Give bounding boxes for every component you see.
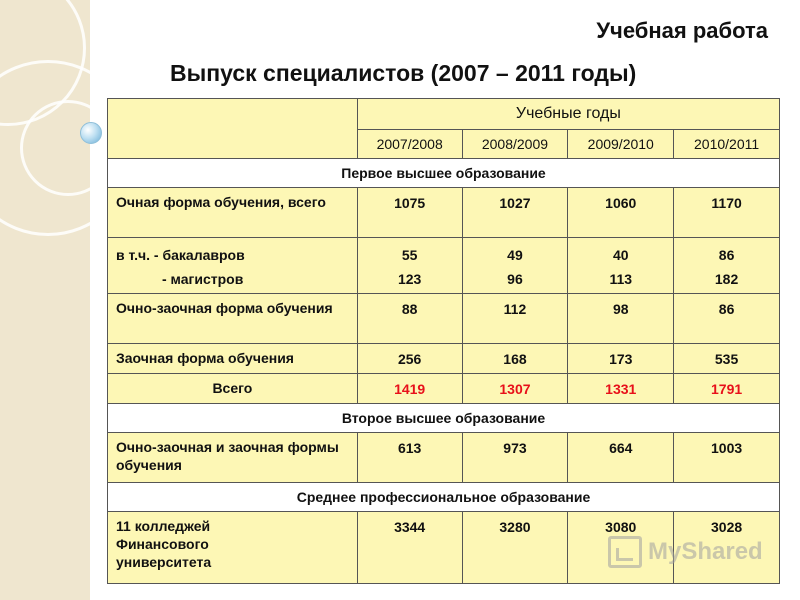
total-label: Всего [108, 374, 358, 404]
cell-value-group [357, 238, 462, 294]
cell-value: 1027 [462, 188, 568, 238]
year-header: 2008/2009 [462, 130, 568, 159]
cell-value-group [674, 238, 780, 294]
cell-value: 113 [609, 271, 633, 287]
cell-value: 173 [568, 344, 674, 374]
cell-value: 3028 [674, 512, 780, 584]
year-header: 2007/2008 [357, 130, 462, 159]
section-header: Среднее профессиональное образование [108, 483, 780, 512]
cell-value: 1003 [674, 433, 780, 483]
cell-value: 88 [357, 294, 462, 344]
chart-icon [608, 536, 642, 568]
row-label: в т.ч. - бакалавров [116, 247, 245, 263]
years-header: Учебные годы [357, 99, 779, 130]
row-label: Очно-заочная и заочная формы обучения [108, 433, 358, 483]
year-header: 2009/2010 [568, 130, 674, 159]
cell-value: 1170 [674, 188, 780, 238]
row-label: Заочная форма обучения [108, 344, 358, 374]
year-header: 2010/2011 [674, 130, 780, 159]
row-label: Очно-заочная форма обучения [108, 294, 358, 344]
cell-value: 3280 [462, 512, 568, 584]
slide-title: Выпуск специалистов (2007 – 2011 годы) [170, 60, 637, 86]
cell-value: 973 [462, 433, 568, 483]
watermark-text: MyShared [648, 538, 763, 565]
cell-value: 3080 [568, 512, 674, 584]
cell-value-group [462, 238, 568, 294]
cell-value: 3344 [357, 512, 462, 584]
cell-value: 112 [462, 294, 568, 344]
section-header: Второе высшее образование [108, 404, 780, 433]
cell-value: 256 [357, 344, 462, 374]
cell-value: 613 [357, 433, 462, 483]
decorative-side-strip [0, 0, 90, 600]
table-row [108, 294, 780, 344]
row-label: Очная форма обучения, всего [108, 188, 358, 238]
table-row [108, 433, 780, 483]
row-label-group [108, 238, 358, 294]
watermark [608, 536, 763, 568]
cell-value: 40 [612, 247, 629, 263]
cell-value: 1060 [568, 188, 674, 238]
table-row [108, 188, 780, 238]
cell-value: 123 [397, 271, 422, 287]
row-label: 11 колледжей Финансового университета [108, 512, 358, 584]
graduates-table [107, 98, 780, 584]
cell-value: 664 [568, 433, 674, 483]
cell-value: 86 [718, 247, 735, 263]
cell-value: 1075 [357, 188, 462, 238]
section-header: Первое высшее образование [108, 159, 780, 188]
cell-value: 55 [401, 247, 418, 263]
cell-value: 86 [674, 294, 780, 344]
header-empty-cell [108, 99, 358, 159]
slide-heading: Учебная работа [596, 18, 768, 43]
decorative-bubble [80, 122, 102, 144]
cell-value: 98 [568, 294, 674, 344]
cell-value: 96 [507, 271, 523, 287]
table-row [108, 238, 780, 294]
cell-value: 535 [674, 344, 780, 374]
table-row [108, 344, 780, 374]
total-value: 1791 [674, 374, 780, 404]
cell-value: 182 [714, 271, 739, 287]
total-value: 1419 [357, 374, 462, 404]
cell-value: 49 [507, 247, 523, 263]
total-value: 1331 [568, 374, 674, 404]
total-value: 1307 [462, 374, 568, 404]
row-label: - магистров [162, 271, 244, 287]
total-row [108, 374, 780, 404]
cell-value: 168 [462, 344, 568, 374]
cell-value-group [568, 238, 674, 294]
